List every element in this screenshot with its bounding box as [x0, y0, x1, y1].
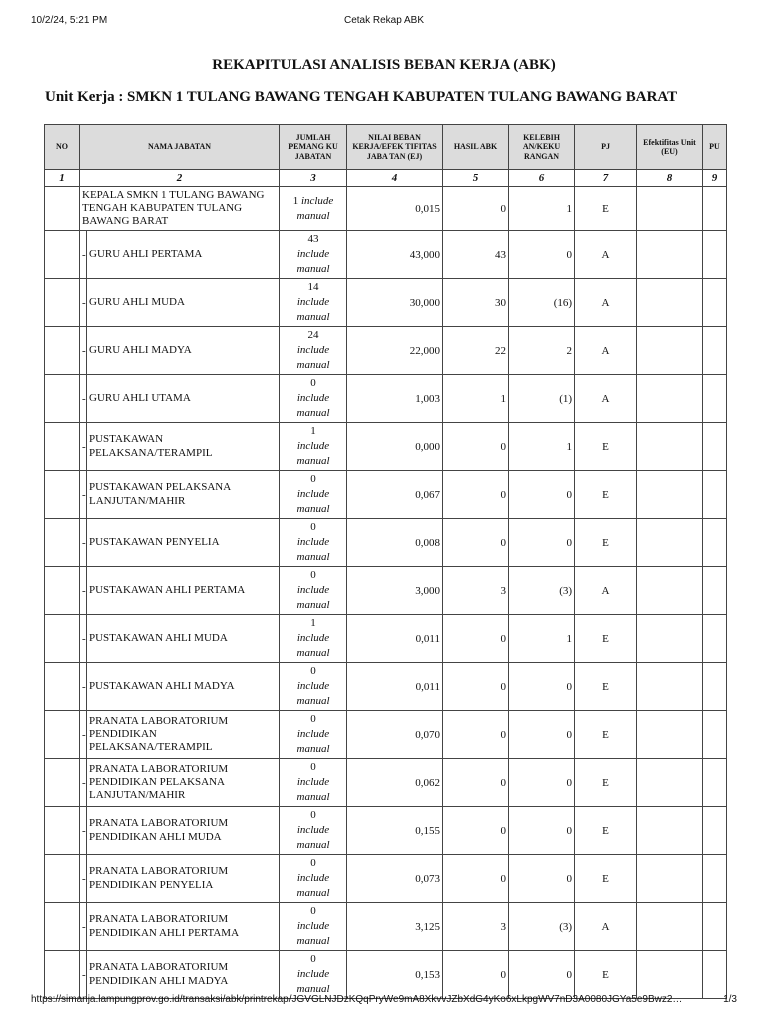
table-row: [45, 519, 727, 567]
cell-hasil-abk: 0: [443, 951, 509, 999]
cell-no: [45, 759, 80, 807]
cell-kelebihan: 0: [509, 663, 575, 711]
col-number: 5: [443, 170, 509, 187]
include-manual-label: include manual: [296, 968, 330, 995]
cell-dash: -: [80, 711, 87, 759]
cell-pu: [703, 711, 727, 759]
cell-pj: E: [575, 951, 637, 999]
jumlah-value: 0: [310, 377, 316, 389]
cell-hasil-abk: 0: [443, 807, 509, 855]
table-row: [45, 231, 727, 279]
cell-hasil-abk: 0: [443, 711, 509, 759]
cell-nilai-beban: 0,070: [347, 711, 443, 759]
cell-dash: -: [80, 903, 87, 951]
cell-nilai-beban: 0,062: [347, 759, 443, 807]
col-number: 4: [347, 170, 443, 187]
cell-nama-jabatan: PRANATA LABORATORIUM PENDIDIKAN AHLI PERTAMA: [87, 903, 280, 951]
cell-kelebihan: (1): [509, 375, 575, 423]
cell-kelebihan: 0: [509, 855, 575, 903]
table-row: [45, 951, 727, 999]
column-number-row: [45, 170, 727, 187]
cell-eu: [637, 423, 703, 471]
cell-hasil-abk: 0: [443, 187, 509, 231]
header-jumlah: JUMLAH PEMANG KU JABATAN: [280, 125, 347, 170]
cell-pj: E: [575, 807, 637, 855]
cell-kelebihan: 0: [509, 711, 575, 759]
header-eu: Efektifitas Unit (EU): [637, 125, 703, 170]
cell-hasil-abk: 43: [443, 231, 509, 279]
jumlah-value: 24: [307, 329, 319, 341]
cell-nama-jabatan: GURU AHLI MADYA: [87, 327, 280, 375]
cell-nama-jabatan: KEPALA SMKN 1 TULANG BAWANG TENGAH KABUPATEN TULANG BAWANG BARAT: [80, 187, 280, 231]
cell-pu: [703, 423, 727, 471]
cell-jumlah: [280, 423, 347, 471]
cell-nama-jabatan: PUSTAKAWAN PENYELIA: [87, 519, 280, 567]
print-footer: [31, 994, 737, 1008]
cell-hasil-abk: 0: [443, 663, 509, 711]
cell-nilai-beban: 0,011: [347, 615, 443, 663]
include-manual-label: include manual: [296, 584, 330, 611]
table-header-row: [45, 125, 727, 170]
cell-hasil-abk: 0: [443, 615, 509, 663]
cell-pj: A: [575, 903, 637, 951]
cell-hasil-abk: 0: [443, 471, 509, 519]
cell-hasil-abk: 3: [443, 567, 509, 615]
footer-url: https://simanja.lampungprov.go.id/transaksi/abk/printrekap/JGVGLNJDzKQqPryWe9mA8XkvvJZbXdG4yKo6xLkpgWV7nD3A0080JGYa5e9Bwz2…: [31, 994, 683, 1005]
cell-nilai-beban: 0,008: [347, 519, 443, 567]
header-pu: PU: [703, 125, 727, 170]
cell-nama-jabatan: GURU AHLI MUDA: [87, 279, 280, 327]
cell-pj: A: [575, 375, 637, 423]
cell-nilai-beban: 43,000: [347, 231, 443, 279]
cell-dash: -: [80, 519, 87, 567]
cell-jumlah: [280, 231, 347, 279]
include-manual-label: include manual: [296, 392, 330, 419]
cell-pj: E: [575, 855, 637, 903]
cell-nilai-beban: 3,000: [347, 567, 443, 615]
cell-pj: E: [575, 519, 637, 567]
cell-kelebihan: (16): [509, 279, 575, 327]
cell-nama-jabatan: GURU AHLI UTAMA: [87, 375, 280, 423]
cell-dash: -: [80, 471, 87, 519]
cell-eu: [637, 187, 703, 231]
include-manual-label: include manual: [296, 194, 334, 222]
col-number: 9: [703, 170, 727, 187]
cell-nilai-beban: 22,000: [347, 327, 443, 375]
table-row: [45, 903, 727, 951]
jumlah-value: 0: [310, 521, 316, 533]
cell-no: [45, 279, 80, 327]
cell-no: [45, 471, 80, 519]
cell-no: [45, 615, 80, 663]
include-manual-label: include manual: [296, 872, 330, 899]
cell-kelebihan: 0: [509, 519, 575, 567]
cell-pu: [703, 855, 727, 903]
document-title: REKAPITULASI ANALISIS BEBAN KERJA (ABK): [212, 57, 556, 73]
cell-hasil-abk: 22: [443, 327, 509, 375]
jumlah-value: 14: [307, 281, 319, 293]
cell-pu: [703, 903, 727, 951]
cell-no: [45, 375, 80, 423]
cell-jumlah: [280, 759, 347, 807]
include-manual-label: include manual: [296, 680, 330, 707]
cell-eu: [637, 951, 703, 999]
cell-no: [45, 423, 80, 471]
jumlah-value: 0: [310, 905, 316, 917]
jumlah-value: 0: [310, 569, 316, 581]
include-manual-label: include manual: [296, 344, 330, 371]
include-manual-label: include manual: [296, 440, 330, 467]
cell-nama-jabatan: PRANATA LABORATORIUM PENDIDIKAN AHLI MADYA: [87, 951, 280, 999]
cell-kelebihan: (3): [509, 567, 575, 615]
cell-jumlah: [280, 375, 347, 423]
cell-kelebihan: (3): [509, 903, 575, 951]
cell-nama-jabatan: PUSTAKAWAN AHLI PERTAMA: [87, 567, 280, 615]
include-manual-label: include manual: [296, 824, 330, 851]
cell-pu: [703, 615, 727, 663]
cell-kelebihan: 1: [509, 423, 575, 471]
table-row: [45, 711, 727, 759]
cell-nama-jabatan: PRANATA LABORATORIUM PENDIDIKAN PELAKSANA LANJUTAN/MAHIR: [87, 759, 280, 807]
cell-pj: E: [575, 423, 637, 471]
jumlah-value: 1: [310, 425, 316, 437]
cell-no: [45, 231, 80, 279]
cell-jumlah: [280, 279, 347, 327]
cell-jumlah: [280, 663, 347, 711]
cell-pj: E: [575, 711, 637, 759]
cell-eu: [637, 615, 703, 663]
header-no: NO: [45, 125, 80, 170]
table-row: [45, 663, 727, 711]
cell-jumlah: [280, 855, 347, 903]
cell-hasil-abk: 0: [443, 759, 509, 807]
cell-nama-jabatan: PUSTAKAWAN AHLI MADYA: [87, 663, 280, 711]
cell-eu: [637, 711, 703, 759]
cell-dash: -: [80, 423, 87, 471]
cell-eu: [637, 567, 703, 615]
table-row: [45, 759, 727, 807]
cell-nama-jabatan: PRANATA LABORATORIUM PENDIDIKAN PELAKSANA/TERAMPIL: [87, 711, 280, 759]
cell-hasil-abk: 0: [443, 423, 509, 471]
table-row: [45, 423, 727, 471]
cell-pu: [703, 231, 727, 279]
cell-jumlah: [280, 187, 347, 231]
cell-eu: [637, 855, 703, 903]
cell-jumlah: [280, 711, 347, 759]
col-number: 7: [575, 170, 637, 187]
cell-kelebihan: 1: [509, 187, 575, 231]
cell-eu: [637, 759, 703, 807]
cell-eu: [637, 663, 703, 711]
include-manual-label: include manual: [296, 296, 330, 323]
cell-dash: -: [80, 759, 87, 807]
print-header: [31, 15, 737, 29]
cell-jumlah: [280, 519, 347, 567]
cell-eu: [637, 375, 703, 423]
cell-nilai-beban: 0,011: [347, 663, 443, 711]
cell-nilai-beban: 30,000: [347, 279, 443, 327]
cell-dash: -: [80, 375, 87, 423]
cell-eu: [637, 519, 703, 567]
jumlah-value: 0: [310, 857, 316, 869]
cell-nama-jabatan: PUSTAKAWAN PELAKSANA LANJUTAN/MAHIR: [87, 471, 280, 519]
table-row: [45, 279, 727, 327]
cell-dash: -: [80, 855, 87, 903]
include-manual-label: include manual: [296, 536, 330, 563]
include-manual-label: include manual: [296, 920, 330, 947]
table-row: [45, 807, 727, 855]
cell-no: [45, 807, 80, 855]
cell-no: [45, 951, 80, 999]
cell-eu: [637, 903, 703, 951]
table-row: [45, 471, 727, 519]
cell-hasil-abk: 0: [443, 855, 509, 903]
cell-dash: -: [80, 663, 87, 711]
cell-pu: [703, 759, 727, 807]
jumlah-value: 0: [310, 761, 316, 773]
cell-pj: E: [575, 471, 637, 519]
cell-pu: [703, 951, 727, 999]
cell-no: [45, 567, 80, 615]
header-nilai-beban: NILAI BEBAN KERJA/EFEK TIFITAS JABA TAN (EJ): [347, 125, 443, 170]
include-manual-label: include manual: [296, 776, 330, 803]
cell-kelebihan: 2: [509, 327, 575, 375]
cell-pu: [703, 663, 727, 711]
cell-pj: A: [575, 327, 637, 375]
cell-eu: [637, 471, 703, 519]
cell-hasil-abk: 3: [443, 903, 509, 951]
cell-eu: [637, 807, 703, 855]
table-row: [45, 187, 727, 231]
table-row: [45, 567, 727, 615]
cell-pu: [703, 519, 727, 567]
cell-pu: [703, 375, 727, 423]
cell-nilai-beban: 0,073: [347, 855, 443, 903]
jumlah-value: 0: [310, 473, 316, 485]
cell-no: [45, 663, 80, 711]
cell-no: [45, 327, 80, 375]
cell-pj: A: [575, 567, 637, 615]
cell-jumlah: [280, 615, 347, 663]
cell-kelebihan: 0: [509, 471, 575, 519]
cell-hasil-abk: 30: [443, 279, 509, 327]
header-hasil-abk: HASIL ABK: [443, 125, 509, 170]
cell-no: [45, 187, 80, 231]
cell-kelebihan: 1: [509, 615, 575, 663]
jumlah-value: 1: [292, 194, 299, 207]
cell-jumlah: [280, 471, 347, 519]
cell-jumlah: [280, 327, 347, 375]
table-row: [45, 327, 727, 375]
cell-dash: -: [80, 567, 87, 615]
col-number: 1: [45, 170, 80, 187]
header-pj: PJ: [575, 125, 637, 170]
jumlah-value: 1: [310, 617, 316, 629]
cell-dash: -: [80, 807, 87, 855]
cell-nama-jabatan: PRANATA LABORATORIUM PENDIDIKAN AHLI MUDA: [87, 807, 280, 855]
col-number: 8: [637, 170, 703, 187]
cell-jumlah: [280, 807, 347, 855]
cell-nama-jabatan: PUSTAKAWAN AHLI MUDA: [87, 615, 280, 663]
cell-eu: [637, 279, 703, 327]
cell-pu: [703, 327, 727, 375]
table-row: [45, 375, 727, 423]
cell-nilai-beban: 0,153: [347, 951, 443, 999]
cell-no: [45, 519, 80, 567]
include-manual-label: include manual: [296, 488, 330, 515]
cell-nama-jabatan: PRANATA LABORATORIUM PENDIDIKAN PENYELIA: [87, 855, 280, 903]
cell-no: [45, 855, 80, 903]
cell-dash: -: [80, 231, 87, 279]
cell-pu: [703, 807, 727, 855]
cell-kelebihan: 0: [509, 807, 575, 855]
cell-pj: A: [575, 231, 637, 279]
unit-kerja: Unit Kerja : SMKN 1 TULANG BAWANG TENGAH KABUPATEN TULANG BAWANG BARAT: [45, 89, 678, 105]
include-manual-label: include manual: [296, 728, 330, 755]
page-number: 1/3: [723, 994, 737, 1005]
cell-pj: A: [575, 279, 637, 327]
cell-jumlah: [280, 951, 347, 999]
print-datetime: 10/2/24, 5:21 PM: [31, 15, 108, 26]
cell-pj: E: [575, 615, 637, 663]
cell-pj: E: [575, 663, 637, 711]
cell-dash: -: [80, 279, 87, 327]
cell-nilai-beban: 0,015: [347, 187, 443, 231]
cell-dash: -: [80, 951, 87, 999]
header-kelebihan: KELEBIH AN/KEKU RANGAN: [509, 125, 575, 170]
col-number: 3: [280, 170, 347, 187]
cell-hasil-abk: 1: [443, 375, 509, 423]
col-number: 6: [509, 170, 575, 187]
cell-pu: [703, 187, 727, 231]
cell-pu: [703, 567, 727, 615]
cell-pu: [703, 279, 727, 327]
cell-dash: -: [80, 327, 87, 375]
cell-kelebihan: 0: [509, 951, 575, 999]
cell-no: [45, 903, 80, 951]
rekap-table: [44, 124, 727, 999]
cell-nilai-beban: 0,000: [347, 423, 443, 471]
col-number: 2: [80, 170, 280, 187]
table-row: [45, 615, 727, 663]
cell-pu: [703, 471, 727, 519]
header-nama-jabatan: NAMA JABATAN: [80, 125, 280, 170]
cell-kelebihan: 0: [509, 231, 575, 279]
table-body: [45, 187, 727, 999]
cell-nilai-beban: 0,067: [347, 471, 443, 519]
include-manual-label: include manual: [296, 632, 330, 659]
cell-jumlah: [280, 903, 347, 951]
cell-nilai-beban: 0,155: [347, 807, 443, 855]
table-row: [45, 855, 727, 903]
cell-kelebihan: 0: [509, 759, 575, 807]
cell-eu: [637, 231, 703, 279]
jumlah-value: 0: [310, 713, 316, 725]
cell-jumlah: [280, 567, 347, 615]
cell-hasil-abk: 0: [443, 519, 509, 567]
include-manual-label: include manual: [296, 248, 330, 275]
jumlah-value: 0: [310, 953, 316, 965]
jumlah-value: 0: [310, 809, 316, 821]
cell-pj: E: [575, 759, 637, 807]
print-page-title: Cetak Rekap ABK: [343, 15, 425, 26]
cell-nilai-beban: 1,003: [347, 375, 443, 423]
cell-pj: E: [575, 187, 637, 231]
cell-nama-jabatan: PUSTAKAWAN PELAKSANA/TERAMPIL: [87, 423, 280, 471]
cell-nama-jabatan: GURU AHLI PERTAMA: [87, 231, 280, 279]
cell-eu: [637, 327, 703, 375]
jumlah-value: 43: [307, 233, 319, 245]
cell-no: [45, 711, 80, 759]
cell-dash: -: [80, 615, 87, 663]
cell-nilai-beban: 3,125: [347, 903, 443, 951]
jumlah-value: 0: [310, 665, 316, 677]
